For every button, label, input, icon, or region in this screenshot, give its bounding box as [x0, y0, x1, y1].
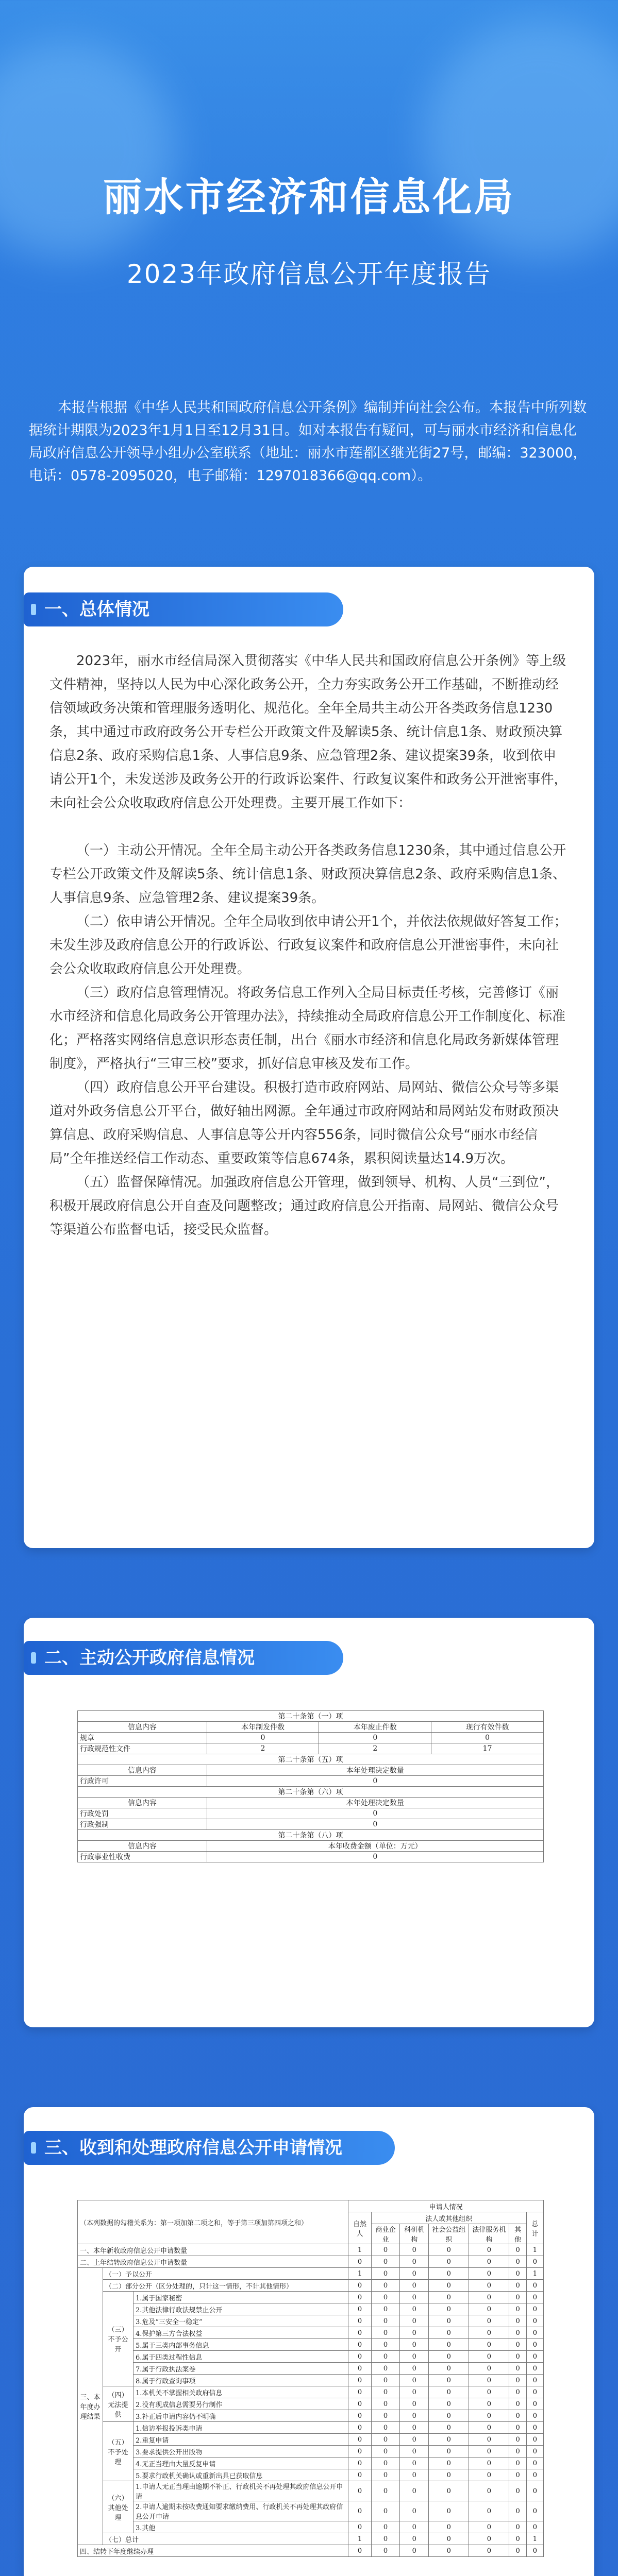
table-cell: 0 — [429, 2446, 469, 2458]
table-cell: 0 — [348, 2339, 371, 2351]
table-cell: 0 — [526, 2446, 543, 2458]
table-cell: 0 — [509, 2458, 526, 2469]
table-cell: 3.要求提供公开出版物 — [133, 2446, 348, 2458]
table-cell: 0 — [371, 2422, 400, 2434]
table-cell: 0 — [371, 2398, 400, 2410]
table-cell: 1 — [526, 2244, 543, 2256]
table-cell: 0 — [509, 2521, 526, 2533]
table-cell: 一、本年新收政府信息公开申请数量 — [78, 2244, 348, 2256]
table-cell: 0 — [469, 2398, 509, 2410]
table-row — [78, 2446, 544, 2458]
table-cell: 行政事业性收费 — [78, 1852, 207, 1862]
section-body — [49, 649, 569, 1242]
table-row — [78, 2422, 544, 2434]
paragraph: （二）依申请公开情况。全年全局收到依申请公开1个，并依法依规做好答复工作；未发生涉及政府信息公开的行政诉讼、行政复议案件和政府信息公开泄密事件，未向社会公众收取政府信息公开处理费。 — [49, 914, 567, 977]
table-row — [78, 2339, 544, 2351]
paragraph: （一）主动公开情况。全年全局主动公开各类政务信息1230条，其中通过信息公开专栏公开政策文件及解读5条、统计信息1条、财政预决算信息2条、政府采购信息1条、人事信息9条、应急管理2条、建议提案39条。 — [49, 843, 566, 906]
table-cell: 0 — [509, 2501, 526, 2521]
table-cell: （二）部分公开（区分处理的，只计这一情形，不计其他情形） — [103, 2280, 348, 2292]
header — [0, 0, 618, 289]
table-cell: 0 — [348, 2446, 371, 2458]
table-cell: （三）不予公开 — [103, 2292, 133, 2386]
table-cell: 0 — [469, 2469, 509, 2481]
column-header: 其他 — [509, 2224, 526, 2244]
table-cell: 0 — [348, 2256, 371, 2268]
table-cell: 0 — [429, 2434, 469, 2446]
column-header: 本年处理决定数量 — [207, 1765, 543, 1776]
table-cell: 0 — [348, 2292, 371, 2303]
table-cell: 三、本年度办理结果 — [78, 2268, 103, 2545]
table-cell: 0 — [509, 2280, 526, 2292]
table-header: 第二十条第（八）项 — [78, 1830, 544, 1841]
table-cell: 1.本机关不掌握相关政府信息 — [133, 2386, 348, 2398]
section-title: 二、主动公开政府信息情况 — [24, 1641, 343, 1675]
paragraph: （四）政府信息公开平台建设。积极打造市政府网站、局网站、微信公众号等多渠道对外政务信息公开平台，做好轴出网源。全年通过市政府网站和局网站发布财政预决算信息、政府采购信息、人事信息等公开内容556条，同时微信公众号“丽水市经信局”全年推送经信工作动态、重要政策等信息674条，累积阅读量达14.9万次。 — [49, 1080, 559, 1166]
table-cell: 0 — [526, 2292, 543, 2303]
table-row — [78, 2501, 544, 2521]
table-cell: 0 — [509, 2533, 526, 2545]
table-row — [78, 2292, 544, 2303]
table-cell: 0 — [371, 2410, 400, 2422]
table-cell: 0 — [469, 2292, 509, 2303]
table-cell: 0 — [371, 2458, 400, 2469]
table-cell: 0 — [526, 2410, 543, 2422]
table-cell: 0 — [348, 2315, 371, 2327]
column-header: 本年收费金额（单位：万元） — [207, 1841, 543, 1852]
table-row — [78, 2469, 544, 2481]
table-cell: 0 — [526, 2327, 543, 2339]
table-cell: 0 — [509, 2268, 526, 2280]
table-cell: 0 — [371, 2327, 400, 2339]
table-cell: 0 — [429, 2375, 469, 2386]
table-cell: 0 — [319, 1733, 431, 1743]
table-cell: 1 — [348, 2244, 371, 2256]
table-cell: 0 — [371, 2256, 400, 2268]
table-cell: 7.属于行政执法案卷 — [133, 2363, 348, 2375]
table-cell: 0 — [429, 2363, 469, 2375]
table-cell: 0 — [429, 2256, 469, 2268]
table-cell: 0 — [469, 2410, 509, 2422]
table-cell: 0 — [400, 2315, 429, 2327]
table-cell: 0 — [469, 2315, 509, 2327]
table-cell: 0 — [469, 2256, 509, 2268]
table-cell: 0 — [400, 2351, 429, 2363]
table-cell: 0 — [469, 2386, 509, 2398]
table-cell: 0 — [207, 1733, 319, 1743]
column-header: 信息内容 — [78, 1765, 207, 1776]
table-cell: 0 — [429, 2351, 469, 2363]
table-cell: 0 — [469, 2545, 509, 2557]
table-cell: 0 — [526, 2545, 543, 2557]
table-cell: 0 — [526, 2280, 543, 2292]
table-cell: 0 — [371, 2268, 400, 2280]
table-cell: （七）总计 — [103, 2533, 348, 2545]
table-cell: 0 — [526, 2339, 543, 2351]
table-cell: 1.申请人无正当理由逾期不补正、行政机关不再处理其政府信息公开申请 — [133, 2481, 348, 2501]
table-cell: 1.属于国家秘密 — [133, 2292, 348, 2303]
table-cell: 0 — [469, 2244, 509, 2256]
table-cell: 0 — [348, 2386, 371, 2398]
table-cell: 0 — [400, 2256, 429, 2268]
table-cell: 行政强制 — [78, 1819, 207, 1830]
table-row — [78, 2521, 544, 2533]
table-cell: 0 — [400, 2398, 429, 2410]
table-cell: 2.没有现成信息需要另行制作 — [133, 2398, 348, 2410]
table-cell: 0 — [348, 2280, 371, 2292]
table-cell: 0 — [526, 2501, 543, 2521]
table-cell: 0 — [509, 2256, 526, 2268]
section-title: 一、总体情况 — [24, 592, 343, 626]
table-cell: 17 — [431, 1743, 544, 1754]
table-cell: 0 — [526, 2458, 543, 2469]
table-cell: 0 — [371, 2363, 400, 2375]
table-cell: 0 — [400, 2469, 429, 2481]
table-row — [78, 2375, 544, 2386]
table-cell: 0 — [526, 2469, 543, 2481]
table-cell: 6.属于四类过程性信息 — [133, 2351, 348, 2363]
table-cell: 0 — [526, 2422, 543, 2434]
table-header: 第二十条第（六）项 — [78, 1787, 544, 1798]
table-cell: 0 — [400, 2303, 429, 2315]
table-cell: 0 — [509, 2351, 526, 2363]
table-cell: 0 — [371, 2469, 400, 2481]
table-cell: 0 — [400, 2268, 429, 2280]
table-cell: 0 — [469, 2481, 509, 2501]
column-header: 自然人 — [348, 2212, 371, 2244]
table-cell: 0 — [469, 2280, 509, 2292]
table-cell: 0 — [509, 2422, 526, 2434]
paragraph: 2023年，丽水市经信局深入贯彻落实《中华人民共和国政府信息公开条例》等上级文件精神，坚持以人民为中心深化政务公开，全力夯实政务公开工作基础，不断推动经信领域政务决策和管理服务透明化、规范化。全年全局共主动公开各类政务信息1230条，其中通过市政府政务公开专栏公开政策文件及解读5条、统计信息1条、财政预决算信息2条、政府采购信息1条、人事信息9条、应急管理2条、建议提案39条，收到依申请公开1个，未发送涉及政务公开的行政诉讼案件、行政复议案件和政务公开泄密事件，未向社会公众收取政府信息公开处理费。主要开展工作如下： — [49, 653, 567, 811]
table-cell: 0 — [429, 2521, 469, 2533]
table-cell: 2.重复申请 — [133, 2434, 348, 2446]
table-cell: 1.信访举报投诉类申请 — [133, 2422, 348, 2434]
table-cell: 0 — [526, 2351, 543, 2363]
table-cell: 0 — [469, 2446, 509, 2458]
table-cell: 0 — [207, 1776, 543, 1787]
table-row — [78, 2351, 544, 2363]
column-header: 科研机构 — [400, 2224, 429, 2244]
table-cell: 0 — [469, 2339, 509, 2351]
table-cell: 0 — [371, 2315, 400, 2327]
table-cell: 行政规范性文件 — [78, 1743, 207, 1754]
section-title: 三、收到和处理政府信息公开申请情况 — [24, 2131, 395, 2165]
table-cell: 0 — [509, 2339, 526, 2351]
table-cell: 0 — [509, 2327, 526, 2339]
table-cell: 0 — [348, 2458, 371, 2469]
table-cell: 0 — [348, 2481, 371, 2501]
table-cell: 0 — [400, 2446, 429, 2458]
table-cell: 行政许可 — [78, 1776, 207, 1787]
table-cell: 0 — [348, 2521, 371, 2533]
table-cell: 0 — [207, 1808, 543, 1819]
table-cell: 0 — [371, 2545, 400, 2557]
table-cell: 2.申请人逾期未按收费通知要求缴纳费用、行政机关不再处理其政府信息公开申请 — [133, 2501, 348, 2521]
table-cell: 0 — [429, 2533, 469, 2545]
table-cell: 0 — [348, 2545, 371, 2557]
table-cell: 0 — [509, 2375, 526, 2386]
column-header: 本年制发件数 — [207, 1722, 319, 1733]
table-cell: 0 — [526, 2398, 543, 2410]
table-cell: 3.其他 — [133, 2521, 348, 2533]
page-title: 丽水市经济和信息化局 — [103, 174, 515, 220]
table-cell: 0 — [509, 2292, 526, 2303]
table-cell: 0 — [348, 2303, 371, 2315]
table-cell: 0 — [400, 2244, 429, 2256]
column-header: 本年处理决定数量 — [207, 1798, 543, 1808]
table-cell: 0 — [371, 2386, 400, 2398]
table-cell: 0 — [371, 2375, 400, 2386]
table-cell: 0 — [348, 2501, 371, 2521]
table-cell: 0 — [526, 2375, 543, 2386]
table-cell: 0 — [469, 2533, 509, 2545]
table-row — [78, 2481, 544, 2501]
table-cell: 0 — [509, 2363, 526, 2375]
column-header: 法人或其他组织 — [371, 2212, 526, 2224]
table-cell: 0 — [509, 2244, 526, 2256]
table-cell: 0 — [348, 2327, 371, 2339]
table-cell: 0 — [469, 2422, 509, 2434]
table-row — [78, 2244, 544, 2256]
table-cell: （四）无法提供 — [103, 2386, 133, 2422]
table-cell: 0 — [526, 2521, 543, 2533]
table-cell: 0 — [429, 2422, 469, 2434]
table-cell: 0 — [509, 2315, 526, 2327]
table-cell: 3.补正后申请内容仍不明确 — [133, 2410, 348, 2422]
table-cell: 0 — [509, 2446, 526, 2458]
table-cell: 0 — [400, 2280, 429, 2292]
table-cell: 0 — [400, 2386, 429, 2398]
table-cell: 0 — [371, 2292, 400, 2303]
column-header: 信息内容 — [78, 1722, 207, 1733]
table-row — [78, 2458, 544, 2469]
table-cell: 0 — [469, 2375, 509, 2386]
table-cell: 0 — [400, 2521, 429, 2533]
table-cell: 0 — [400, 2481, 429, 2501]
table-cell: 0 — [509, 2410, 526, 2422]
table-cell: 0 — [469, 2458, 509, 2469]
table-cell: 0 — [400, 2434, 429, 2446]
table-cell: 0 — [400, 2292, 429, 2303]
table-cell: 0 — [526, 2434, 543, 2446]
paragraph: （三）政府信息管理情况。将政务信息工作列入全局目标责任考核，完善修订《丽水市经济和信息化局政务公开管理办法》，持续推动全局政府信息公开工作制度化、标准化；严格落实网络信息意识形态责任制，出台《丽水市经济和信息化局政务新媒体管理制度》，严格执行“三审三校”要求，抓好信息审核及发布工作。 — [49, 985, 566, 1072]
paragraph: （五）监督保障情况。加强政府信息公开管理，做到领导、机构、人员“三到位”，积极开展政府信息公开自查及问题整改；通过政府信息公开指南、局网站、微信公众号等渠道公布监督电话，接受民众监督。 — [49, 1175, 559, 1238]
table-cell: 0 — [429, 2458, 469, 2469]
column-header: 信息内容 — [78, 1798, 207, 1808]
table-cell: 4.保护第三方合法权益 — [133, 2327, 348, 2339]
table-cell: 0 — [469, 2521, 509, 2533]
table-cell: 0 — [207, 1819, 543, 1830]
table-cell: 2 — [319, 1743, 431, 1754]
table-cell: 0 — [348, 2363, 371, 2375]
table-header: 申请人情况 — [348, 2200, 544, 2212]
table-cell: 0 — [509, 2469, 526, 2481]
table-cell: 0 — [371, 2434, 400, 2446]
table-header: （本列数据的勾稽关系为：第一项加第二项之和，等于第三项加第四项之和） — [78, 2200, 348, 2244]
table-row — [78, 2268, 544, 2280]
table-cell: 0 — [371, 2521, 400, 2533]
column-header: 总计 — [526, 2212, 543, 2244]
table-cell: 2 — [207, 1743, 319, 1754]
table-cell: 0 — [400, 2533, 429, 2545]
table-cell: 0 — [526, 2363, 543, 2375]
table-cell: 0 — [400, 2327, 429, 2339]
table-cell: 0 — [348, 2351, 371, 2363]
table-cell: 0 — [429, 2244, 469, 2256]
table-cell: 5.要求行政机关确认或重新出具已获取信息 — [133, 2469, 348, 2481]
table-cell: 0 — [469, 2327, 509, 2339]
table-cell: 0 — [429, 2303, 469, 2315]
table-row — [78, 2398, 544, 2410]
table-cell: 规章 — [78, 1733, 207, 1743]
column-header: 社会公益组织 — [429, 2224, 469, 2244]
page-subtitle: 2023年政府信息公开年度报告 — [126, 259, 492, 289]
table-cell: 0 — [348, 2410, 371, 2422]
table-cell: 0 — [400, 2422, 429, 2434]
table-cell: 0 — [469, 2363, 509, 2375]
table-cell: 0 — [429, 2481, 469, 2501]
table-cell: 0 — [207, 1852, 543, 1862]
table-cell: 0 — [400, 2339, 429, 2351]
table-cell: 0 — [371, 2501, 400, 2521]
table-cell: 1 — [348, 2533, 371, 2545]
table-cell: 0 — [429, 2386, 469, 2398]
table-cell: 0 — [400, 2458, 429, 2469]
table-header: 第二十条第（五）项 — [78, 1754, 544, 1765]
table-cell: （五）不予处理 — [103, 2422, 133, 2481]
table-cell: 0 — [429, 2469, 469, 2481]
table-cell: 0 — [429, 2398, 469, 2410]
table-header: 第二十条第（一）项 — [78, 1711, 544, 1722]
table-cell: 0 — [429, 2339, 469, 2351]
table-cell: 0 — [400, 2375, 429, 2386]
table-cell: 0 — [348, 2434, 371, 2446]
table-row — [78, 2303, 544, 2315]
table-row — [78, 2434, 544, 2446]
table-cell: 0 — [348, 2469, 371, 2481]
table-cell: 0 — [371, 2446, 400, 2458]
table-cell: 0 — [371, 2280, 400, 2292]
table-cell: 二、上年结转政府信息公开申请数量 — [78, 2256, 348, 2268]
table-cell: 0 — [429, 2315, 469, 2327]
table-cell: 1 — [348, 2268, 371, 2280]
table-cell: 0 — [509, 2545, 526, 2557]
table-cell: 0 — [526, 2303, 543, 2315]
table-cell: 4.无正当理由大量反复申请 — [133, 2458, 348, 2469]
intro-paragraph: 本报告根据《中华人民共和国政府信息公开条例》编制并向社会公布。本报告中所列数据统计期限为2023年1月1日至12月31日。如对本报告有疑问，可与丽水市经济和信息化局政府信息公开领导小组办公室联系（地址：丽水市莲都区继光街27号，邮编：323000，电话：0578-2095020，电子邮箱：1297018366@qq.com）。 — [29, 400, 587, 484]
column-header: 法律服务机构 — [469, 2224, 509, 2244]
table-cell: 0 — [348, 2422, 371, 2434]
table-cell: 0 — [400, 2363, 429, 2375]
column-header: 信息内容 — [78, 1841, 207, 1852]
table-cell: 0 — [469, 2434, 509, 2446]
active-disclosure-table — [77, 1710, 544, 1862]
table-cell: 0 — [526, 2315, 543, 2327]
table-cell: 8.属于行政查询事项 — [133, 2375, 348, 2386]
table-row — [78, 2280, 544, 2292]
table-row — [78, 2327, 544, 2339]
table-row — [78, 2386, 544, 2398]
table-cell: 2.其他法律行政法规禁止公开 — [133, 2303, 348, 2315]
table-cell: 0 — [348, 2398, 371, 2410]
table-cell: 0 — [509, 2398, 526, 2410]
table-cell: 0 — [348, 2375, 371, 2386]
table-cell: 0 — [431, 1733, 544, 1743]
table-cell: 0 — [371, 2244, 400, 2256]
table-cell: 0 — [429, 2501, 469, 2521]
table-cell: 四、结转下年度继续办理 — [78, 2545, 348, 2557]
table-cell: 0 — [526, 2386, 543, 2398]
table-cell: （六）其他处理 — [103, 2481, 133, 2533]
table-cell: 0 — [400, 2545, 429, 2557]
table-cell: 0 — [429, 2280, 469, 2292]
table-cell: 0 — [429, 2327, 469, 2339]
application-table — [77, 2200, 544, 2557]
table-cell: 0 — [400, 2501, 429, 2521]
table-row — [78, 2410, 544, 2422]
table-cell: 1 — [526, 2533, 543, 2545]
table-cell: 0 — [371, 2481, 400, 2501]
table-row — [78, 2533, 544, 2545]
table-cell: 0 — [526, 2481, 543, 2501]
table-cell: 0 — [509, 2434, 526, 2446]
table-cell: 0 — [469, 2268, 509, 2280]
table-cell: 0 — [429, 2410, 469, 2422]
table-row — [78, 2363, 544, 2375]
table-cell: 0 — [469, 2303, 509, 2315]
table-cell: 0 — [429, 2268, 469, 2280]
table-cell: （一）予以公开 — [103, 2268, 348, 2280]
table-cell: 0 — [509, 2303, 526, 2315]
table-cell: 3.危及“三安全一稳定” — [133, 2315, 348, 2327]
column-header: 本年废止件数 — [319, 1722, 431, 1733]
table-cell: 0 — [371, 2303, 400, 2315]
table-cell: 0 — [509, 2386, 526, 2398]
table-cell: 0 — [371, 2339, 400, 2351]
table-row — [78, 2256, 544, 2268]
table-cell: 行政处罚 — [78, 1808, 207, 1819]
column-header: 现行有效件数 — [431, 1722, 544, 1733]
table-row — [78, 2545, 544, 2557]
table-row — [78, 2315, 544, 2327]
table-cell: 0 — [400, 2410, 429, 2422]
column-header: 商业企业 — [371, 2224, 400, 2244]
table-cell: 0 — [371, 2533, 400, 2545]
table-cell: 0 — [469, 2501, 509, 2521]
table-cell: 1 — [526, 2268, 543, 2280]
table-cell: 0 — [429, 2545, 469, 2557]
table-cell: 5.属于三类内部事务信息 — [133, 2339, 348, 2351]
table-cell: 0 — [469, 2351, 509, 2363]
table-cell: 0 — [509, 2481, 526, 2501]
table-cell: 0 — [526, 2256, 543, 2268]
table-cell: 0 — [429, 2292, 469, 2303]
table-cell: 0 — [371, 2351, 400, 2363]
